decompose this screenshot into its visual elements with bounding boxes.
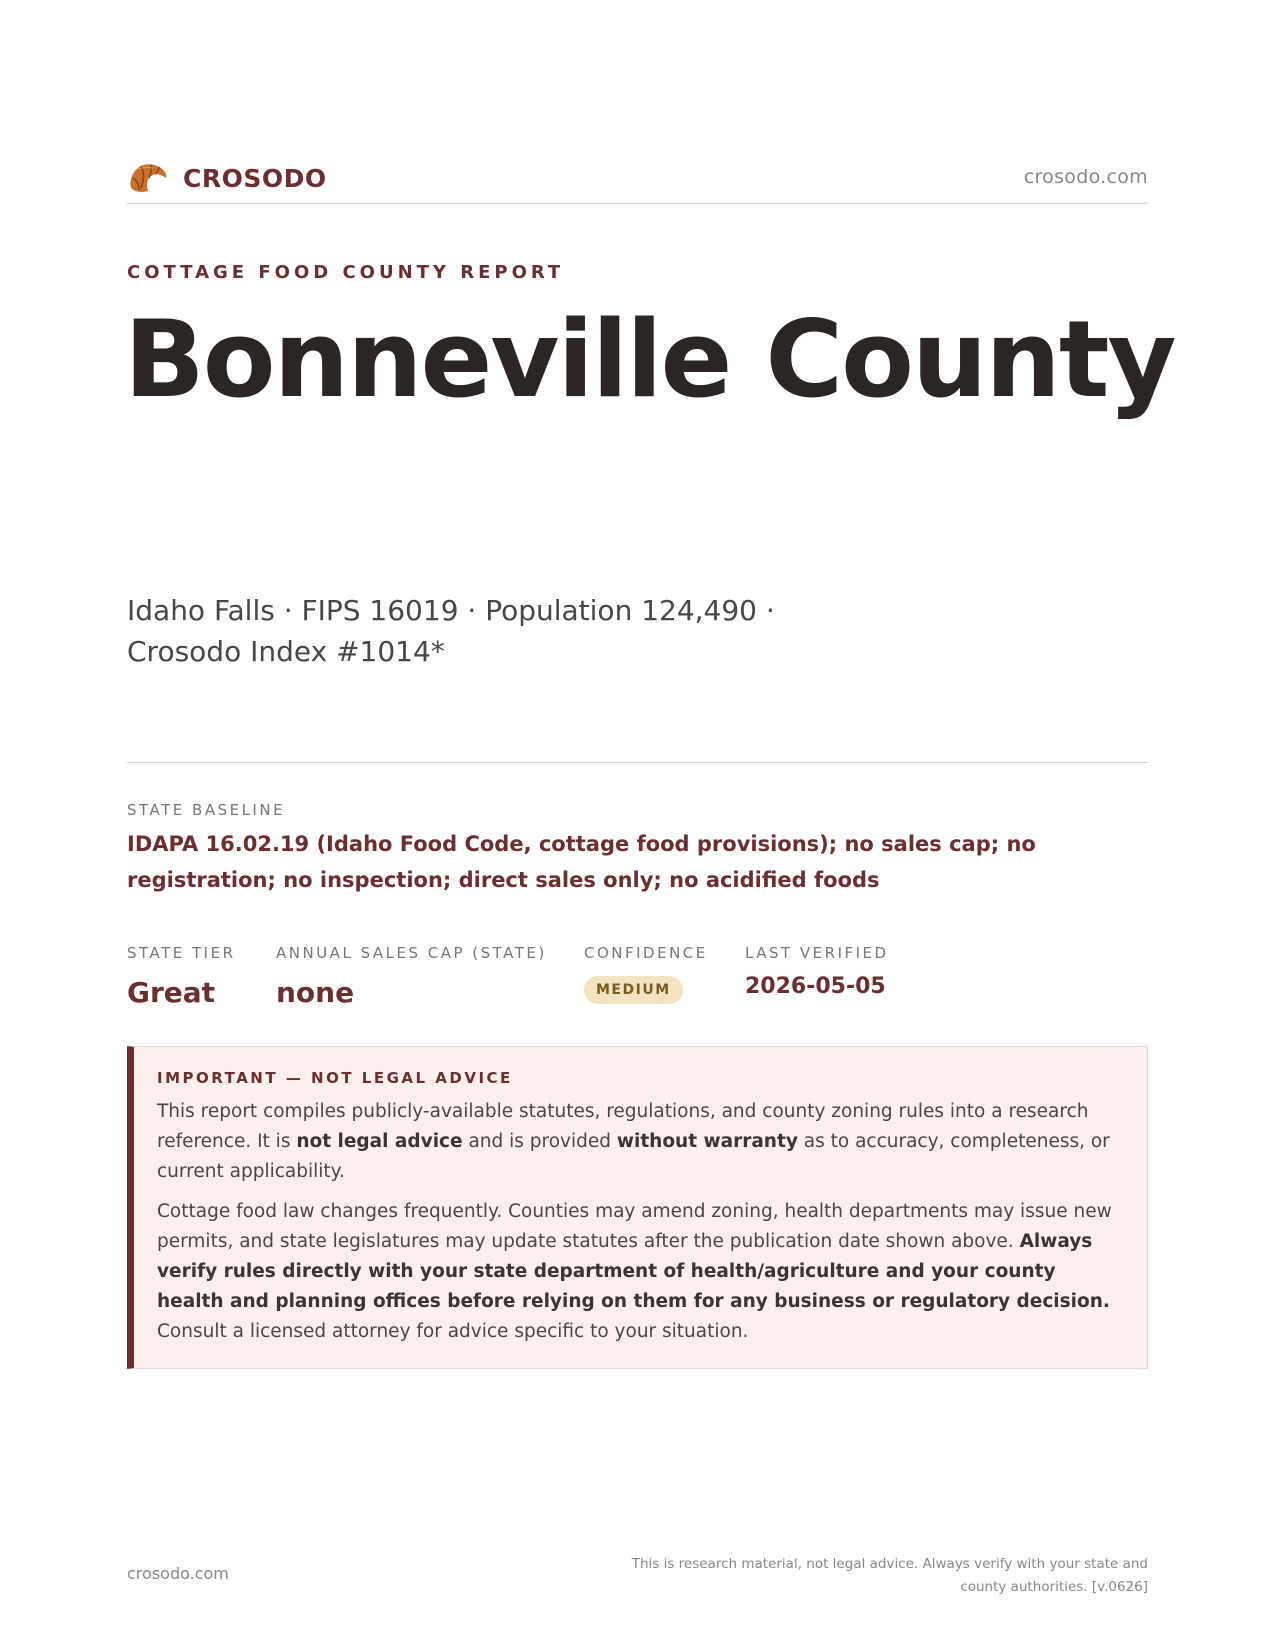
stat-value: Great bbox=[127, 976, 216, 1009]
notice-paragraph bbox=[157, 1197, 1121, 1347]
stat-value: 2026-05-05 bbox=[745, 974, 886, 999]
footer-disclaimer: This is research material, not legal advice. Always verify with your state and county authorities. [v.0626] bbox=[631, 1556, 1148, 1595]
stat-label: CONFIDENCE bbox=[584, 944, 708, 962]
header-site-url[interactable]: crosodo.com bbox=[1023, 166, 1148, 188]
report-eyebrow: COTTAGE FOOD COUNTY REPORT bbox=[127, 262, 565, 283]
notice-emphasis: not legal advice bbox=[296, 1131, 463, 1152]
page-header bbox=[127, 156, 1148, 204]
report-page bbox=[124, 0, 1175, 1650]
stat-sales-cap bbox=[276, 944, 547, 1009]
stat-label: LAST VERIFIED bbox=[745, 944, 889, 962]
confidence-badge: MEDIUM bbox=[584, 976, 683, 1004]
croissant-icon bbox=[127, 160, 169, 196]
stat-confidence bbox=[584, 944, 708, 1004]
notice-paragraph bbox=[157, 1097, 1121, 1187]
brand bbox=[127, 160, 327, 196]
stat-state-tier bbox=[127, 944, 236, 1009]
page-title: Bonneville County bbox=[124, 298, 1175, 421]
notice-title: IMPORTANT — NOT LEGAL ADVICE bbox=[157, 1069, 513, 1087]
report-subtitle: Idaho Falls · FIPS 16019 · Population 124,490 · Crosodo Index #1014* bbox=[127, 594, 775, 668]
notice-text: This report compiles publicly-available statutes, regulations, and county zoning rules into a research reference. It is bbox=[157, 1101, 1089, 1152]
notice-text: Consult a licensed attorney for advice specific to your situation. bbox=[157, 1321, 749, 1342]
stats-row bbox=[127, 944, 1148, 1014]
baseline-text: IDAPA 16.02.19 (Idaho Food Code, cottage food provisions); no sales cap; no registration; no inspection; direct sales only; no acidified foods bbox=[127, 832, 1036, 892]
notice-emphasis: Always verify rules directly with your state department of health/agriculture and your county health and planning offices before relying on them for any business or regulatory decision. bbox=[157, 1231, 1110, 1312]
stat-label: STATE TIER bbox=[127, 944, 236, 962]
legal-notice bbox=[127, 1046, 1148, 1369]
notice-text: as to accuracy, completeness, or current applicability. bbox=[157, 1131, 1110, 1182]
baseline-label: STATE BASELINE bbox=[127, 801, 286, 819]
section-divider bbox=[127, 762, 1148, 763]
stat-value: none bbox=[276, 976, 355, 1009]
stat-label: ANNUAL SALES CAP (STATE) bbox=[276, 944, 547, 962]
footer-site-url[interactable]: crosodo.com bbox=[127, 1564, 229, 1583]
stat-last-verified bbox=[745, 944, 889, 999]
notice-text: Cottage food law changes frequently. Counties may amend zoning, health departments may issue new permits, and state legislatures may update statutes after the publication date shown above. bbox=[157, 1201, 1112, 1252]
notice-text: and is provided bbox=[462, 1131, 617, 1152]
notice-emphasis: without warranty bbox=[616, 1131, 798, 1152]
brand-name: CROSODO bbox=[183, 163, 327, 193]
